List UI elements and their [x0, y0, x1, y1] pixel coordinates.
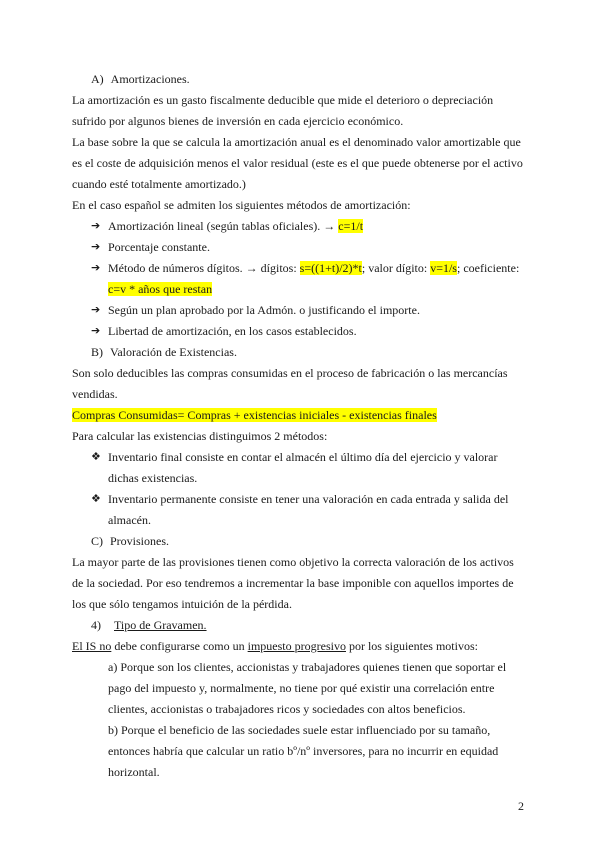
list-item-porcentaje: Porcentaje constante.: [108, 240, 210, 254]
paragraph-line: La base sobre la que se calcula la amortización anual es el denominado valor amortizable que: [72, 135, 521, 149]
arrow-bullet-icon: ➔: [91, 324, 101, 337]
diamond-bullet-icon: ❖: [91, 450, 101, 463]
reason-a-line: pago del impuesto y, normalmente, no tiene por qué existir una correlación entre: [108, 681, 495, 695]
paragraph-text: debe configurarse como un: [111, 639, 248, 653]
list-item-plan: Según un plan aprobado por la Admón. o justificando el importe.: [108, 303, 420, 317]
paragraph-line: es el coste de adquisición menos el valor residual (este es el que puede obtenerse por el activo: [72, 156, 523, 170]
list-item-text: Amortización lineal (según tablas oficiales). →: [108, 219, 339, 233]
highlighted-formula: c=1/t: [338, 219, 364, 233]
reason-b-line: entonces habría que calcular un ratio bº/nº inversores, para no incurrir en equidad: [108, 744, 499, 758]
list-item-text: ; valor dígito:: [361, 261, 431, 275]
arrow-bullet-icon: ➔: [91, 219, 101, 232]
section-4-heading: [91, 617, 207, 633]
underlined-text: El IS no: [72, 639, 112, 653]
diamond-bullet-icon: ❖: [91, 492, 101, 505]
formula-line: [72, 407, 437, 423]
list-item-inventario-final: Inventario final consiste en contar el almacén el último día del ejercicio y valorar: [108, 450, 498, 464]
paragraph-line: cuando esté totalmente amortizado.): [72, 177, 246, 191]
underlined-text: impuesto progresivo: [247, 639, 346, 653]
highlighted-formula: c=v * años que restan: [108, 282, 213, 296]
arrow-bullet-icon: ➔: [91, 240, 101, 253]
paragraph-line: Son solo deducibles las compras consumidas en el proceso de fabricación o las mercancías: [72, 366, 508, 380]
paragraph-line: La amortización es un gasto fiscalmente deducible que mide el deterioro o depreciación: [72, 93, 494, 107]
section-a-label: A): [91, 72, 104, 86]
paragraph-line: La mayor parte de las provisiones tienen como objetivo la correcta valoración de los activos: [72, 555, 514, 569]
paragraph-line: [72, 638, 478, 654]
highlighted-formula: s=((1+t)/2)*t: [299, 261, 362, 275]
list-item-inventario-permanente: Inventario permanente consiste en tener una valoración en cada entrada y salida del: [108, 492, 509, 506]
highlighted-formula: Compras Consumidas= Compras + existencias iniciales - existencias finales: [72, 408, 437, 422]
list-item-digitos-cont: [108, 281, 212, 297]
section-b-heading: [91, 344, 237, 360]
paragraph-text: por los siguientes motivos:: [345, 639, 478, 653]
list-item-text: ; coeficiente:: [456, 261, 520, 275]
paragraph-line: En el caso español se admiten los siguientes métodos de amortización:: [72, 198, 411, 212]
section-b-label: B): [91, 345, 103, 359]
list-item-inventario-final-cont: dichas existencias.: [108, 471, 198, 485]
list-item-libertad: Libertad de amortización, en los casos establecidos.: [108, 324, 357, 338]
paragraph-line: sufrido por algunos bienes de inversión en cada ejercicio económico.: [72, 114, 404, 128]
arrow-bullet-icon: ➔: [91, 261, 101, 274]
reason-b-line: horizontal.: [108, 765, 160, 779]
page-number: 2: [518, 799, 524, 813]
reason-a-line: clientes, accionistas o trabajadores ricos y sociedades con altos beneficios.: [108, 702, 466, 716]
paragraph-line: los que sólo tengamos intuición de la pérdida.: [72, 597, 292, 611]
section-c-label: C): [91, 534, 103, 548]
section-b-title: Valoración de Existencias.: [110, 345, 237, 359]
arrow-bullet-icon: ➔: [91, 303, 101, 316]
list-item-inventario-permanente-cont: almacén.: [108, 513, 151, 527]
paragraph-line: vendidas.: [72, 387, 118, 401]
section-a-title: Amortizaciones.: [110, 72, 190, 86]
section-a-heading: [91, 71, 190, 87]
section-c-heading: [91, 533, 169, 549]
list-item-lineal: [108, 218, 363, 234]
reason-a-line: a) Porque son los clientes, accionistas y trabajadores quienes tienen que soportar el: [108, 660, 507, 674]
section-4-title: Tipo de Gravamen.: [114, 618, 207, 632]
list-item-digitos: [108, 260, 519, 276]
list-item-text: Método de números dígitos. → dígitos:: [108, 261, 300, 275]
section-c-title: Provisiones.: [110, 534, 170, 548]
highlighted-formula: v=1/s: [430, 261, 457, 275]
reason-b-line: b) Porque el beneficio de las sociedades suele estar influenciado por su tamaño,: [108, 723, 491, 737]
section-4-label: 4): [91, 618, 101, 632]
paragraph-line: Para calcular las existencias distinguimos 2 métodos:: [72, 429, 328, 443]
paragraph-line: de la sociedad. Por eso tendremos a incrementar la base imponible con aquellos importes de: [72, 576, 514, 590]
